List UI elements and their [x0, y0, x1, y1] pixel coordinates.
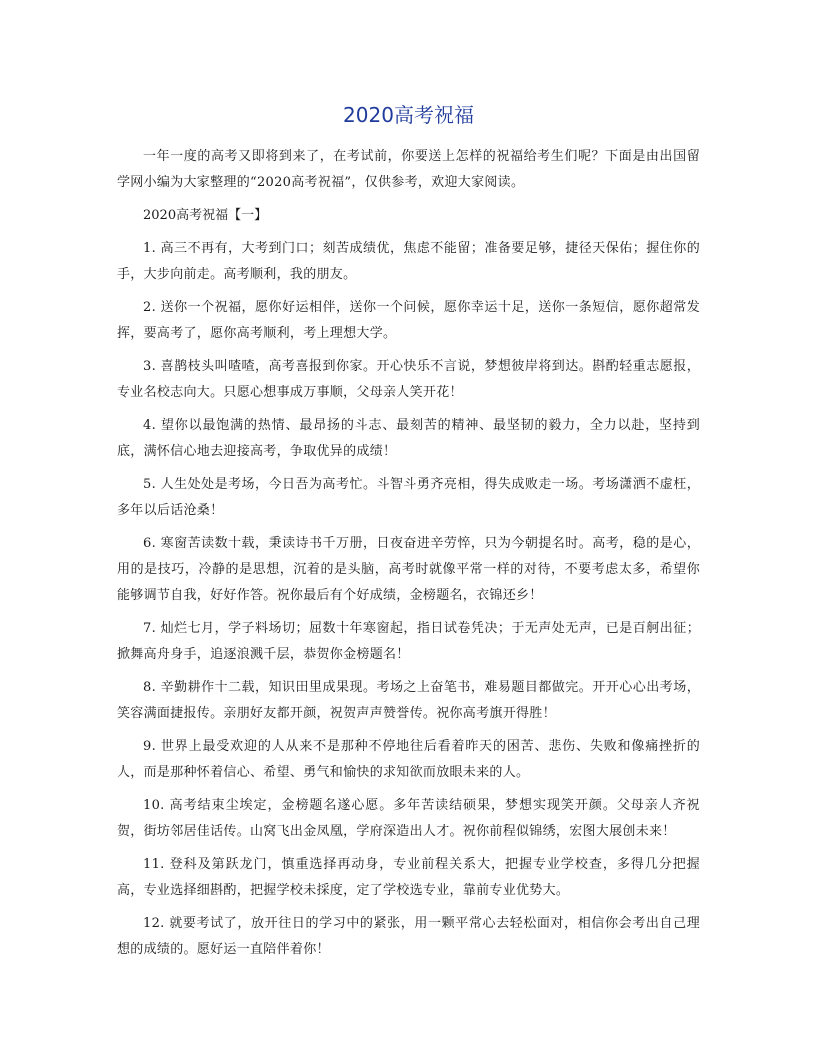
- wish-item-4: 4. 望你以最饱满的热情、最昂扬的斗志、最刻苦的精神、最坚韧的毅力，全力以赴，坚持到底，满怀信心地去迎接高考，争取优异的成绩！: [117, 418, 700, 459]
- wish-item-1: 1. 高三不再有，大考到门口；刻苦成绩优，焦虑不能留；准备要足够，捷径天保佑；握住你的手，大步向前走。高考顺利，我的朋友。: [117, 241, 700, 282]
- wish-item-9: 9. 世界上最受欢迎的人从来不是那种不停地往后看着昨天的困苦、悲伤、失败和像痛挫折的人，而是那种怀着信心、希望、勇气和愉快的求知欲而放眼未来的人。: [117, 739, 700, 780]
- document-title: 2020高考祝福: [343, 103, 474, 127]
- wish-item-10: 10. 高考结束尘埃定，金榜题名遂心愿。多年苦读结硕果，梦想实现笑开颜。父母亲人齐祝贺，街坊邻居佳话传。山窝飞出金凤凰，学府深造出人才。祝你前程似锦绣，宏图大展创未来！: [117, 798, 700, 839]
- wish-item-5: 5. 人生处处是考场，今日吾为高考忙。斗智斗勇齐亮相，得失成败走一场。考场潇洒不虚枉，多年以后话沧桑！: [117, 477, 700, 518]
- wish-item-2: 2. 送你一个祝福，愿你好运相伴，送你一个问候，愿你幸运十足，送你一条短信，愿你超常发挥，要高考了，愿你高考顺利，考上理想大学。: [117, 300, 700, 341]
- document-page: [117, 100, 700, 970]
- intro-paragraph: 一年一度的高考又即将到来了，在考试前，你要送上怎样的祝福给考生们呢？下面是由出国留学网小编为大家整理的“2020高考祝福”，仅供参考，欢迎大家阅读。: [117, 149, 700, 190]
- wish-item-7: 7. 灿烂七月，学子料场切；屈数十年寒窗起，指日试卷凭决；于无声处无声，已是百舸出征；掀舞高舟身手，追逐浪溅千层，恭贺你金榜题名！: [117, 621, 700, 662]
- wish-item-8: 8. 辛勤耕作十二载，知识田里成果现。考场之上奋笔书，难易题目都做完。开开心心出考场，笑容满面捷报传。亲朋好友都开颜，祝贺声声赞誉传。祝你高考旗开得胜！: [117, 680, 700, 721]
- wish-item-3: 3. 喜鹊枝头叫喳喳，高考喜报到你家。开心快乐不言说，梦想彼岸将到达。斟酌轻重志愿报，专业名校志向大。只愿心想事成万事顺，父母亲人笑开花！: [117, 359, 700, 400]
- section-heading: 2020高考祝福【一】: [143, 208, 268, 223]
- wish-item-12: 12. 就要考试了，放开往日的学习中的紧张，用一颗平常心去轻松面对，相信你会考出自己理想的成绩的。愿好运一直陪伴着你！: [117, 916, 700, 957]
- wish-item-11: 11. 登科及第跃龙门，慎重选择再动身，专业前程关系大，把握专业学校查，多得几分把握高，专业选择细斟酌，把握学校未採度，定了学校选专业，靠前专业优势大。: [117, 857, 700, 898]
- wish-item-6: 6. 寒窗苦读数十载，秉读诗书千万册，日夜奋进辛劳悴，只为今朝提名时。高考，稳的是心，用的是技巧，冷静的是思想，沉着的是头脑，高考时就像平常一样的对待，不要考虑太多，希望你能够调节自我，好好作答。祝你最后有个好成绩，金榜题名，衣锦还乡！: [117, 536, 700, 603]
